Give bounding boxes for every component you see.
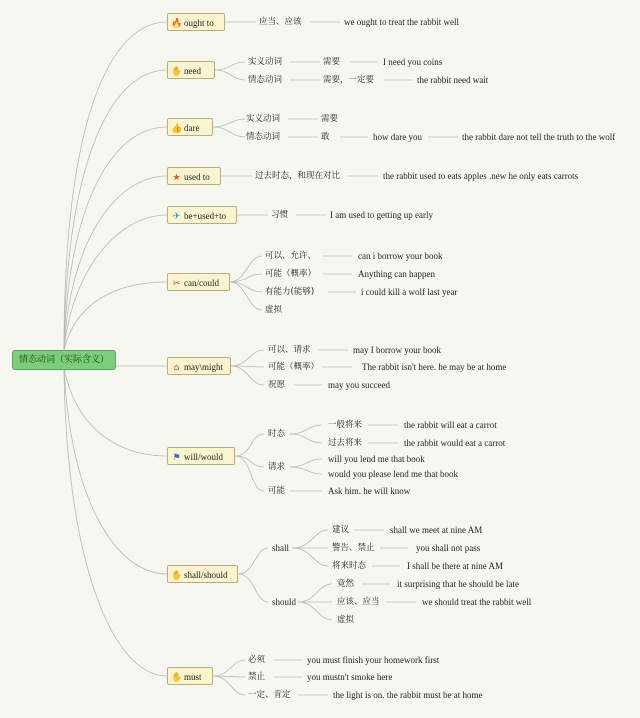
hand-icon: ✋ xyxy=(171,673,183,683)
subtopic-label: shall xyxy=(272,543,289,553)
sense-label: 有能力(能够) xyxy=(265,287,315,297)
sense-label: 禁止 xyxy=(248,672,266,682)
sense-label: 时态 xyxy=(268,429,286,439)
example-sentence: the light is on. the rabbit must be at home xyxy=(333,690,483,700)
paper-plane-icon: ✈ xyxy=(172,212,181,222)
topic-label: shall/should xyxy=(184,570,228,580)
sense-label: 需要 xyxy=(323,57,341,67)
sense-label: 建议 xyxy=(332,525,350,535)
example-sentence: we should treat the rabbit well xyxy=(422,597,532,607)
example-sentence: can i borrow your book xyxy=(358,251,443,261)
topic-label: must xyxy=(184,672,202,682)
topic-node-dare[interactable] xyxy=(167,118,213,136)
topic-label: may\might xyxy=(184,362,223,372)
topic-node-may-might[interactable] xyxy=(167,357,231,375)
tools-icon: ✂ xyxy=(172,279,181,289)
example-sentence: would you please lend me that book xyxy=(328,469,458,479)
sense-label: 实义动词 xyxy=(246,114,281,124)
sense-label: 祝愿 xyxy=(268,380,286,390)
example-sentence: I shall be there at nine AM xyxy=(407,561,503,571)
sense-label: 请求 xyxy=(268,462,286,472)
hand-icon: ✋ xyxy=(171,571,183,581)
example-sentence: I need you coins xyxy=(383,57,443,67)
sense-label: 可以、允许、 xyxy=(265,251,317,261)
topic-label: will/would xyxy=(184,452,224,462)
topic-label: need xyxy=(184,66,201,76)
fire-icon: 🔥 xyxy=(171,19,183,29)
example-sentence: Anything can happen xyxy=(358,269,435,279)
sense-label: 需要 xyxy=(321,114,339,124)
topic-label: can/could xyxy=(184,278,219,288)
sense-label: 应当、应该 xyxy=(259,17,302,27)
example-sentence: the rabbit need wait xyxy=(417,75,489,85)
topic-label: dare xyxy=(184,123,200,133)
flag-icon: ⚑ xyxy=(172,453,181,463)
example-sentence: Ask him. he will know xyxy=(328,486,411,496)
sense-label: 实义动词 xyxy=(248,57,283,67)
sense-label: 一定、肯定 xyxy=(248,690,291,700)
topic-label: ought to xyxy=(184,18,214,28)
thumbs-up-icon: 👍 xyxy=(171,124,183,134)
sense-label: 必须 xyxy=(248,655,266,665)
sense-label: 警告、禁止 xyxy=(332,543,375,553)
example-sentence: it surprising that he should be late xyxy=(397,579,519,589)
example-sentence: the rabbit used to eats apples .new he only eats carrots xyxy=(383,171,579,181)
sense-label: 将来时态 xyxy=(332,561,367,571)
example-sentence: you shall not pass xyxy=(416,543,481,553)
house-icon: ⌂ xyxy=(173,363,180,373)
sense-label: 敢 xyxy=(321,132,330,142)
example-sentence: i could kill a wolf last year xyxy=(361,287,458,297)
sense-label: 过去将来 xyxy=(328,438,363,448)
example-sentence: you mustn't smoke here xyxy=(307,672,393,682)
sense-label: 情态动词 xyxy=(248,75,283,85)
topic-node-used-to[interactable] xyxy=(167,167,221,185)
hand-icon: ✋ xyxy=(171,67,183,77)
example-sentence: may I borrow your book xyxy=(353,345,441,355)
example-sentence: will you lend me that book xyxy=(328,454,425,464)
example-sentence: we ought to treat the rabbit well xyxy=(344,17,459,27)
sense-label: 虚拟 xyxy=(265,305,283,315)
topic-node-can-could[interactable] xyxy=(167,273,230,291)
topic-node-ought-to[interactable] xyxy=(167,13,225,31)
sense-label: 可以、请求 xyxy=(268,345,311,355)
root-topic[interactable]: 情态动词（实际含义） xyxy=(12,350,116,370)
sense-label: 可能 xyxy=(268,486,286,496)
sense-label: 过去时态，和现在对比 xyxy=(255,171,341,181)
example-sentence: the rabbit dare not tell the truth to the wolf xyxy=(462,132,616,142)
example-sentence: shall we meet at nine AM xyxy=(390,525,483,535)
topic-label: be+used+to xyxy=(184,211,227,221)
sense-label: 需要，一定要 xyxy=(323,75,375,85)
sense-label: 可能（概率） xyxy=(268,362,320,372)
topic-node-shall-should[interactable] xyxy=(167,565,238,583)
sense-label: 应该、应当 xyxy=(337,597,380,607)
sense-label: 可能（概率） xyxy=(265,269,317,279)
example-sentence: may you succeed xyxy=(328,380,390,390)
example-sentence: the rabbit will eat a carrot xyxy=(404,420,497,430)
star-icon: ★ xyxy=(172,173,181,183)
sense-label: 习惯 xyxy=(271,210,289,220)
sense-label: 情态动词 xyxy=(246,132,281,142)
example-sentence: how dare you xyxy=(373,132,422,142)
topic-node-will-would[interactable] xyxy=(167,447,235,465)
example-sentence: The rabbit isn't here. he may be at home xyxy=(362,362,507,372)
topic-node-must[interactable] xyxy=(167,667,213,685)
example-sentence: I am used to getting up early xyxy=(330,210,433,220)
topic-label: used to xyxy=(184,172,210,182)
example-sentence: you must finish your homework first xyxy=(307,655,440,665)
topic-node-be-used-to[interactable] xyxy=(167,206,237,224)
example-sentence: the rabbit would eat a carrot xyxy=(404,438,506,448)
subtopic-label: should xyxy=(272,597,297,607)
sense-label: 虚拟 xyxy=(337,615,355,625)
sense-label: 竟然 xyxy=(337,579,355,589)
sense-label: 一般将来 xyxy=(328,420,363,430)
topic-node-need[interactable] xyxy=(167,61,215,79)
